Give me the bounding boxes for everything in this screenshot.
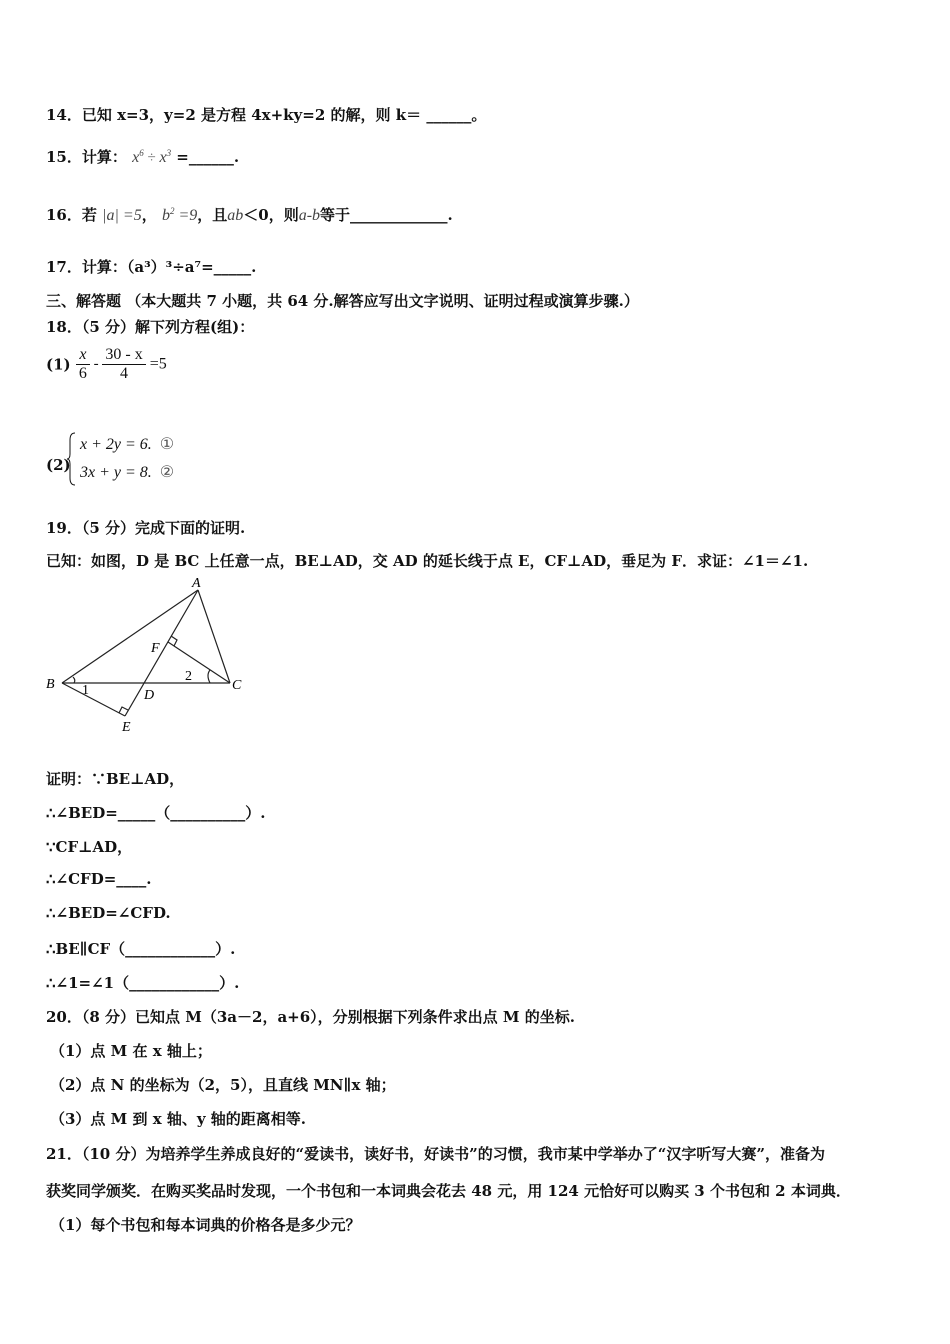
label-A: A <box>192 576 201 591</box>
q16-lt: ＜0，则 <box>243 206 299 224</box>
q21-line-2: 获奖同学颁奖．在购买奖品时发现，一个书包和一本词典会花去 48 元，用 124 元恰好可以购买 3 个书包和 2 本词典． <box>46 1182 851 1200</box>
q18-p1-frac2 <box>102 346 145 383</box>
q18-p1-minus: - <box>89 356 103 372</box>
q18-p1-frac1-den: 6 <box>78 365 87 382</box>
q19-given: 已知：如图，D 是 BC 上任意一点，BE⊥AD，交 AD 的延长线于点 E，CF⊥AD，垂足为 F．求证：∠1＝∠1. <box>46 552 809 570</box>
q17-text: 计算：（a³）³÷a⁷=_____. <box>81 258 257 276</box>
q18-part1 <box>46 346 167 383</box>
q15-number: 15． <box>46 148 82 166</box>
q15-prefix: 计算： <box>81 148 127 166</box>
q16-number: 16． <box>46 206 82 224</box>
question-17 <box>46 256 256 277</box>
q18-p2-mark1: ① <box>159 436 175 453</box>
segment-BE <box>62 683 125 716</box>
q19-title: 19．（5 分）完成下面的证明. <box>46 519 246 537</box>
q18-p2-eq2 <box>80 462 174 482</box>
label-angle-2: 2 <box>185 669 192 684</box>
q15-suffix: =______. <box>171 148 240 166</box>
question-14 <box>46 104 486 125</box>
q18-p2-eq1 <box>80 434 174 454</box>
q20-item-3: （3）点 M 到 x 轴、y 轴的距离相等. <box>50 1110 307 1128</box>
q18-p1-frac1 <box>76 346 90 383</box>
q16-b-rest: =9 <box>174 207 198 224</box>
q16-end: 等于_____________. <box>320 206 453 224</box>
q16-b-exp: 2 <box>169 206 175 216</box>
segment-AC <box>198 590 230 683</box>
q15-base-a: x <box>132 149 140 166</box>
q18-p1-frac1-num: x <box>76 346 90 365</box>
q14-text: 已知 x=3，y=2 是方程 4x+ky=2 的解，则 k＝ ______。 <box>81 106 487 124</box>
q14-number: 14． <box>46 106 82 124</box>
q19-proof-line-7: ∴∠1=∠1（____________）. <box>46 974 240 992</box>
q15-base-b: x <box>159 149 167 166</box>
q20-item-2: （2）点 N 的坐标为（2，5），且直线 MN∥x 轴； <box>50 1076 396 1094</box>
q19-proof-line-4: ∴∠CFD=____. <box>46 870 152 888</box>
q19-proof-line-5: ∴∠BED=∠CFD. <box>46 904 171 922</box>
q15-div-op: ÷ <box>143 150 160 166</box>
label-angle-1: 1 <box>82 683 89 698</box>
q19-proof-line-6: ∴BE∥CF（____________）. <box>46 940 236 958</box>
q18-p2-mark2: ② <box>159 464 175 481</box>
q16-mid: ，且 <box>197 206 228 224</box>
q16-ab: ab <box>227 207 244 224</box>
angle-arc-1 <box>73 677 75 683</box>
segment-CF <box>168 642 230 683</box>
q20-title: 20．（8 分）已知点 M（3a－2，a+6），分别根据下列条件求出点 M 的坐标. <box>46 1008 575 1026</box>
q16-amb: a-b <box>298 207 321 224</box>
q20-item-1: （1）点 M 在 x 轴上； <box>50 1042 212 1060</box>
label-F: F <box>151 641 160 656</box>
q19-proof-line-1: 证明：∵BE⊥AD， <box>46 770 185 788</box>
q18-p2-eq2-text: 3x + y = 8. <box>80 464 152 481</box>
label-B: B <box>46 677 55 692</box>
q18-title: 18．（5 分）解下列方程(组)： <box>46 318 255 336</box>
q18-p2-label: (2) <box>46 456 71 474</box>
q18-p1-rhs: =5 <box>145 355 167 373</box>
q18-p1-frac2-num: 30 - x <box>102 346 145 365</box>
q18-p2-eq1-text: x + 2y = 6. <box>80 436 152 453</box>
q17-number: 17． <box>46 258 82 276</box>
label-D: D <box>144 688 155 703</box>
q19-figure <box>40 575 260 740</box>
q16-sep: ， <box>141 206 157 224</box>
q16-b: b <box>161 207 170 224</box>
q19-proof-line-3: ∵CF⊥AD， <box>46 838 133 856</box>
q16-prefix: 若 <box>81 206 97 224</box>
q21-line-3: （1）每个书包和每本词典的价格各是多少元？ <box>50 1216 361 1234</box>
q19-proof-line-2: ∴∠BED=_____（__________）. <box>46 804 266 822</box>
q15-exp-a: 6 <box>139 148 144 158</box>
segment-BA <box>62 590 198 683</box>
q18-p1-label: (1) <box>46 355 71 374</box>
q18-p1-frac2-den: 4 <box>120 365 129 382</box>
angle-arc-2 <box>208 670 210 683</box>
question-15 <box>46 146 239 167</box>
section-3-heading: 三、解答题 （本大题共 7 小题，共 64 分.解答应写出文字说明、证明过程或演算步骤.） <box>46 292 639 310</box>
q15-exp-b: 3 <box>166 148 172 158</box>
label-C: C <box>232 678 242 693</box>
q18-p2-brace <box>67 432 77 486</box>
segment-AE <box>125 590 198 716</box>
q21-line-1: 21．（10 分）为培养学生养成良好的“爱读书，读好书，好读书”的习惯，我市某中学举办了“汉字听写大赛”，准备为 <box>46 1145 825 1163</box>
question-16 <box>46 204 453 225</box>
q16-abs-a: |a| =5 <box>102 207 142 224</box>
label-E: E <box>122 720 131 735</box>
